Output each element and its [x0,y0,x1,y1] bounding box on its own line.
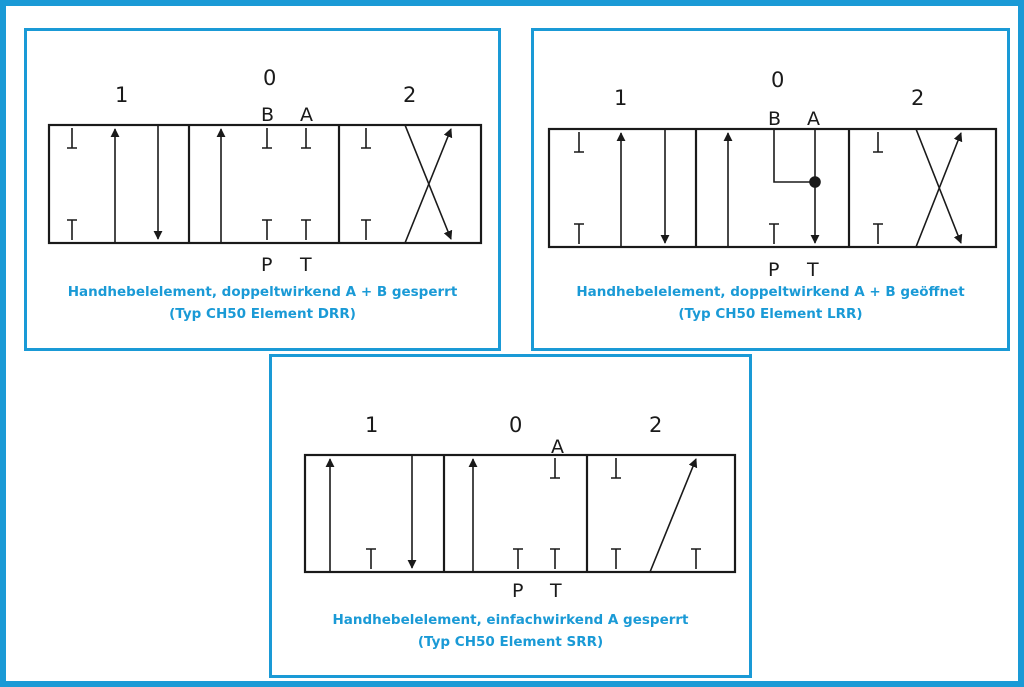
valve-body [305,455,735,572]
blocked-port-symbol [301,128,311,148]
caption-line-1: Handhebelelement, doppeltwirkend A + B geöffnet [576,284,965,300]
port-t-label: T [300,254,312,276]
position-2-label: 2 [911,86,925,110]
valve-caption [272,609,749,653]
flow-arrow [650,459,696,572]
valve-caption [534,281,1007,325]
port-b-label: B [768,108,782,130]
blocked-port-symbol [262,128,272,148]
junction-dot [810,177,820,187]
port-p-label: P [768,259,780,281]
flow-arrow [405,129,451,243]
valve-body [49,125,481,243]
blocked-port-symbol [262,220,272,240]
port-t-label: T [550,580,562,602]
caption-line-2: (Typ CH50 Element DRR) [169,306,356,322]
caption-line-2: (Typ CH50 Element SRR) [417,634,604,650]
connection-line [774,129,815,182]
port-p-label: P [261,254,273,276]
caption-line-2: (Typ CH50 Element LRR) [678,306,863,322]
blocked-port-symbol [611,549,621,569]
blocked-port-symbol [550,549,560,569]
position-2-label: 2 [403,83,417,107]
position-0-label: 0 [263,66,277,90]
port-a-label: A [300,104,313,126]
valve-panel-drr [24,28,501,351]
position-1-label: 1 [614,86,628,110]
position-0-label: 0 [509,413,523,437]
flow-arrow [405,125,451,239]
valve-panel-lrr [531,28,1010,351]
port-b-label: B [261,104,275,126]
blocked-port-symbol [574,224,584,244]
flow-arrow [916,133,961,247]
blocked-port-symbol [550,458,560,478]
port-p-label: P [512,580,524,602]
valve-caption [27,281,498,325]
blocked-port-symbol [361,128,371,148]
position-2-label: 2 [649,413,663,437]
valve-panel-srr [269,354,752,678]
position-0-label: 0 [771,68,785,92]
blocked-port-symbol [513,549,523,569]
position-1-label: 1 [365,413,379,437]
blocked-port-symbol [691,549,701,569]
position-1-label: 1 [115,83,129,107]
blocked-port-symbol [574,132,584,152]
blocked-port-symbol [366,549,376,569]
caption-line-1: Handhebelelement, einfachwirkend A gesperrt [332,612,689,628]
valve-body [549,129,996,247]
port-a-label: A [807,108,820,130]
port-a-label: A [551,436,564,458]
blocked-port-symbol [769,224,779,244]
blocked-port-symbol [67,128,77,148]
port-t-label: T [807,259,819,281]
flow-arrow [916,129,961,243]
blocked-port-symbol [301,220,311,240]
blocked-port-symbol [611,458,621,478]
caption-line-1: Handhebelelement, doppeltwirkend A + B gesperrt [67,284,458,300]
blocked-port-symbol [361,220,371,240]
blocked-port-symbol [873,224,883,244]
blocked-port-symbol [873,132,883,152]
blocked-port-symbol [67,220,77,240]
